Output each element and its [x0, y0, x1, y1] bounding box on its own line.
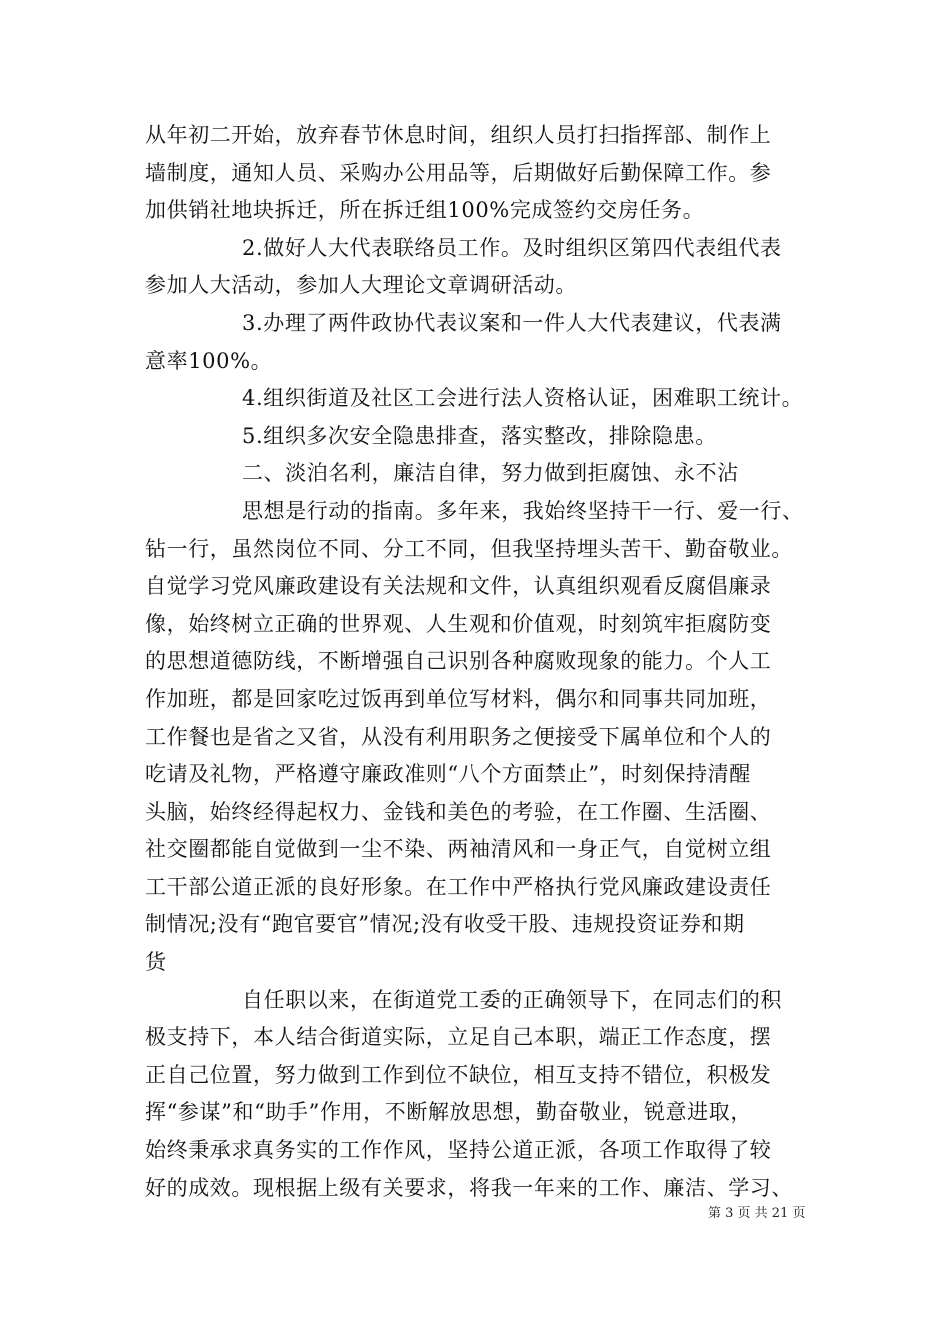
text-line: 墙制度，通知人员、采购办公用品等，后期做好后勤保障工作。参: [145, 160, 772, 185]
text-line: 思想是行动的指南。多年来，我始终坚持干一行、爱一行、: [242, 498, 804, 523]
text-line: 吃请及礼物，严格遵守廉政准则“八个方面禁止”，时刻保持清醒: [145, 762, 751, 787]
text-line: 意率100%。: [145, 348, 273, 373]
text-line: 3.办理了两件政协代表议案和一件人大代表建议，代表满: [242, 310, 782, 335]
text-line: 从年初二开始，放弃春节休息时间，组织人员打扫指挥部、制作上: [145, 123, 772, 147]
text-line: 2.做好人大代表联络员工作。及时组织区第四代表组代表: [242, 235, 782, 260]
text-line: 5.组织多次安全隐患排查，落实整改，排除隐患。: [242, 423, 717, 448]
text-line: 社交圈都能自觉做到一尘不染、两袖清风和一身正气，自觉树立组: [145, 837, 772, 862]
text-line: 工作餐也是省之又省，从没有利用职务之便接受下属单位和个人的: [145, 724, 772, 749]
text-line: 作加班，都是回家吃过饭再到单位写材料，偶尔和同事共同加班，: [145, 686, 772, 711]
text-line: 制情况;没有“跑官要官”情况;没有收受干股、违规投资证券和期: [145, 912, 745, 937]
page-number-footer: 第 3 页 共 21 页: [708, 1206, 806, 1221]
text-line: 好的成效。现根据上级有关要求，将我一年来的工作、廉洁、学习、: [145, 1175, 793, 1200]
text-line: 自任职以来，在街道党工委的正确领导下，在同志们的积: [242, 987, 782, 1012]
text-line: 工干部公道正派的良好形象。在工作中严格执行党风廉政建设责任: [145, 874, 772, 899]
document-body: [145, 117, 825, 1207]
text-line: 加供销社地块拆迁，所在拆迁组100%完成签约交房任务。: [145, 198, 705, 223]
text-line: 挥“参谋”和“助手”作用，不断解放思想，勤奋敬业，锐意进取，: [145, 1100, 752, 1125]
text-line: 的思想道德防线，不断增强自己识别各种腐败现象的能力。个人工: [145, 649, 772, 674]
text-line: 极支持下，本人结合街道实际，立足自己本职，端正工作态度，摆: [145, 1025, 772, 1050]
text-line: 自觉学习党风廉政建设有关法规和文件，认真组织观看反腐倡廉录: [145, 574, 772, 599]
text-line: 像，始终树立正确的世界观、人生观和价值观，时刻筑牢拒腐防变: [145, 611, 772, 636]
text-line: 始终秉承求真务实的工作作风，坚持公道正派，各项工作取得了较: [145, 1138, 772, 1163]
text-line: 二、淡泊名利，廉洁自律，努力做到拒腐蚀、永不沾: [242, 461, 739, 486]
text-line: 钻一行，虽然岗位不同、分工不同，但我坚持埋头苦干、勤奋敬业。: [145, 536, 793, 561]
text-line: 4.组织街道及社区工会进行法人资格认证，困难职工统计。: [242, 386, 804, 411]
text-line: 正自己位置，努力做到工作到位不缺位，相互支持不错位，积极发: [145, 1062, 772, 1087]
text-line: 头脑，始终经得起权力、金钱和美色的考验，在工作圈、生活圈、: [145, 799, 772, 824]
text-line: 参加人大活动，参加人大理论文章调研活动。: [145, 273, 577, 298]
text-line: 货: [145, 950, 167, 975]
